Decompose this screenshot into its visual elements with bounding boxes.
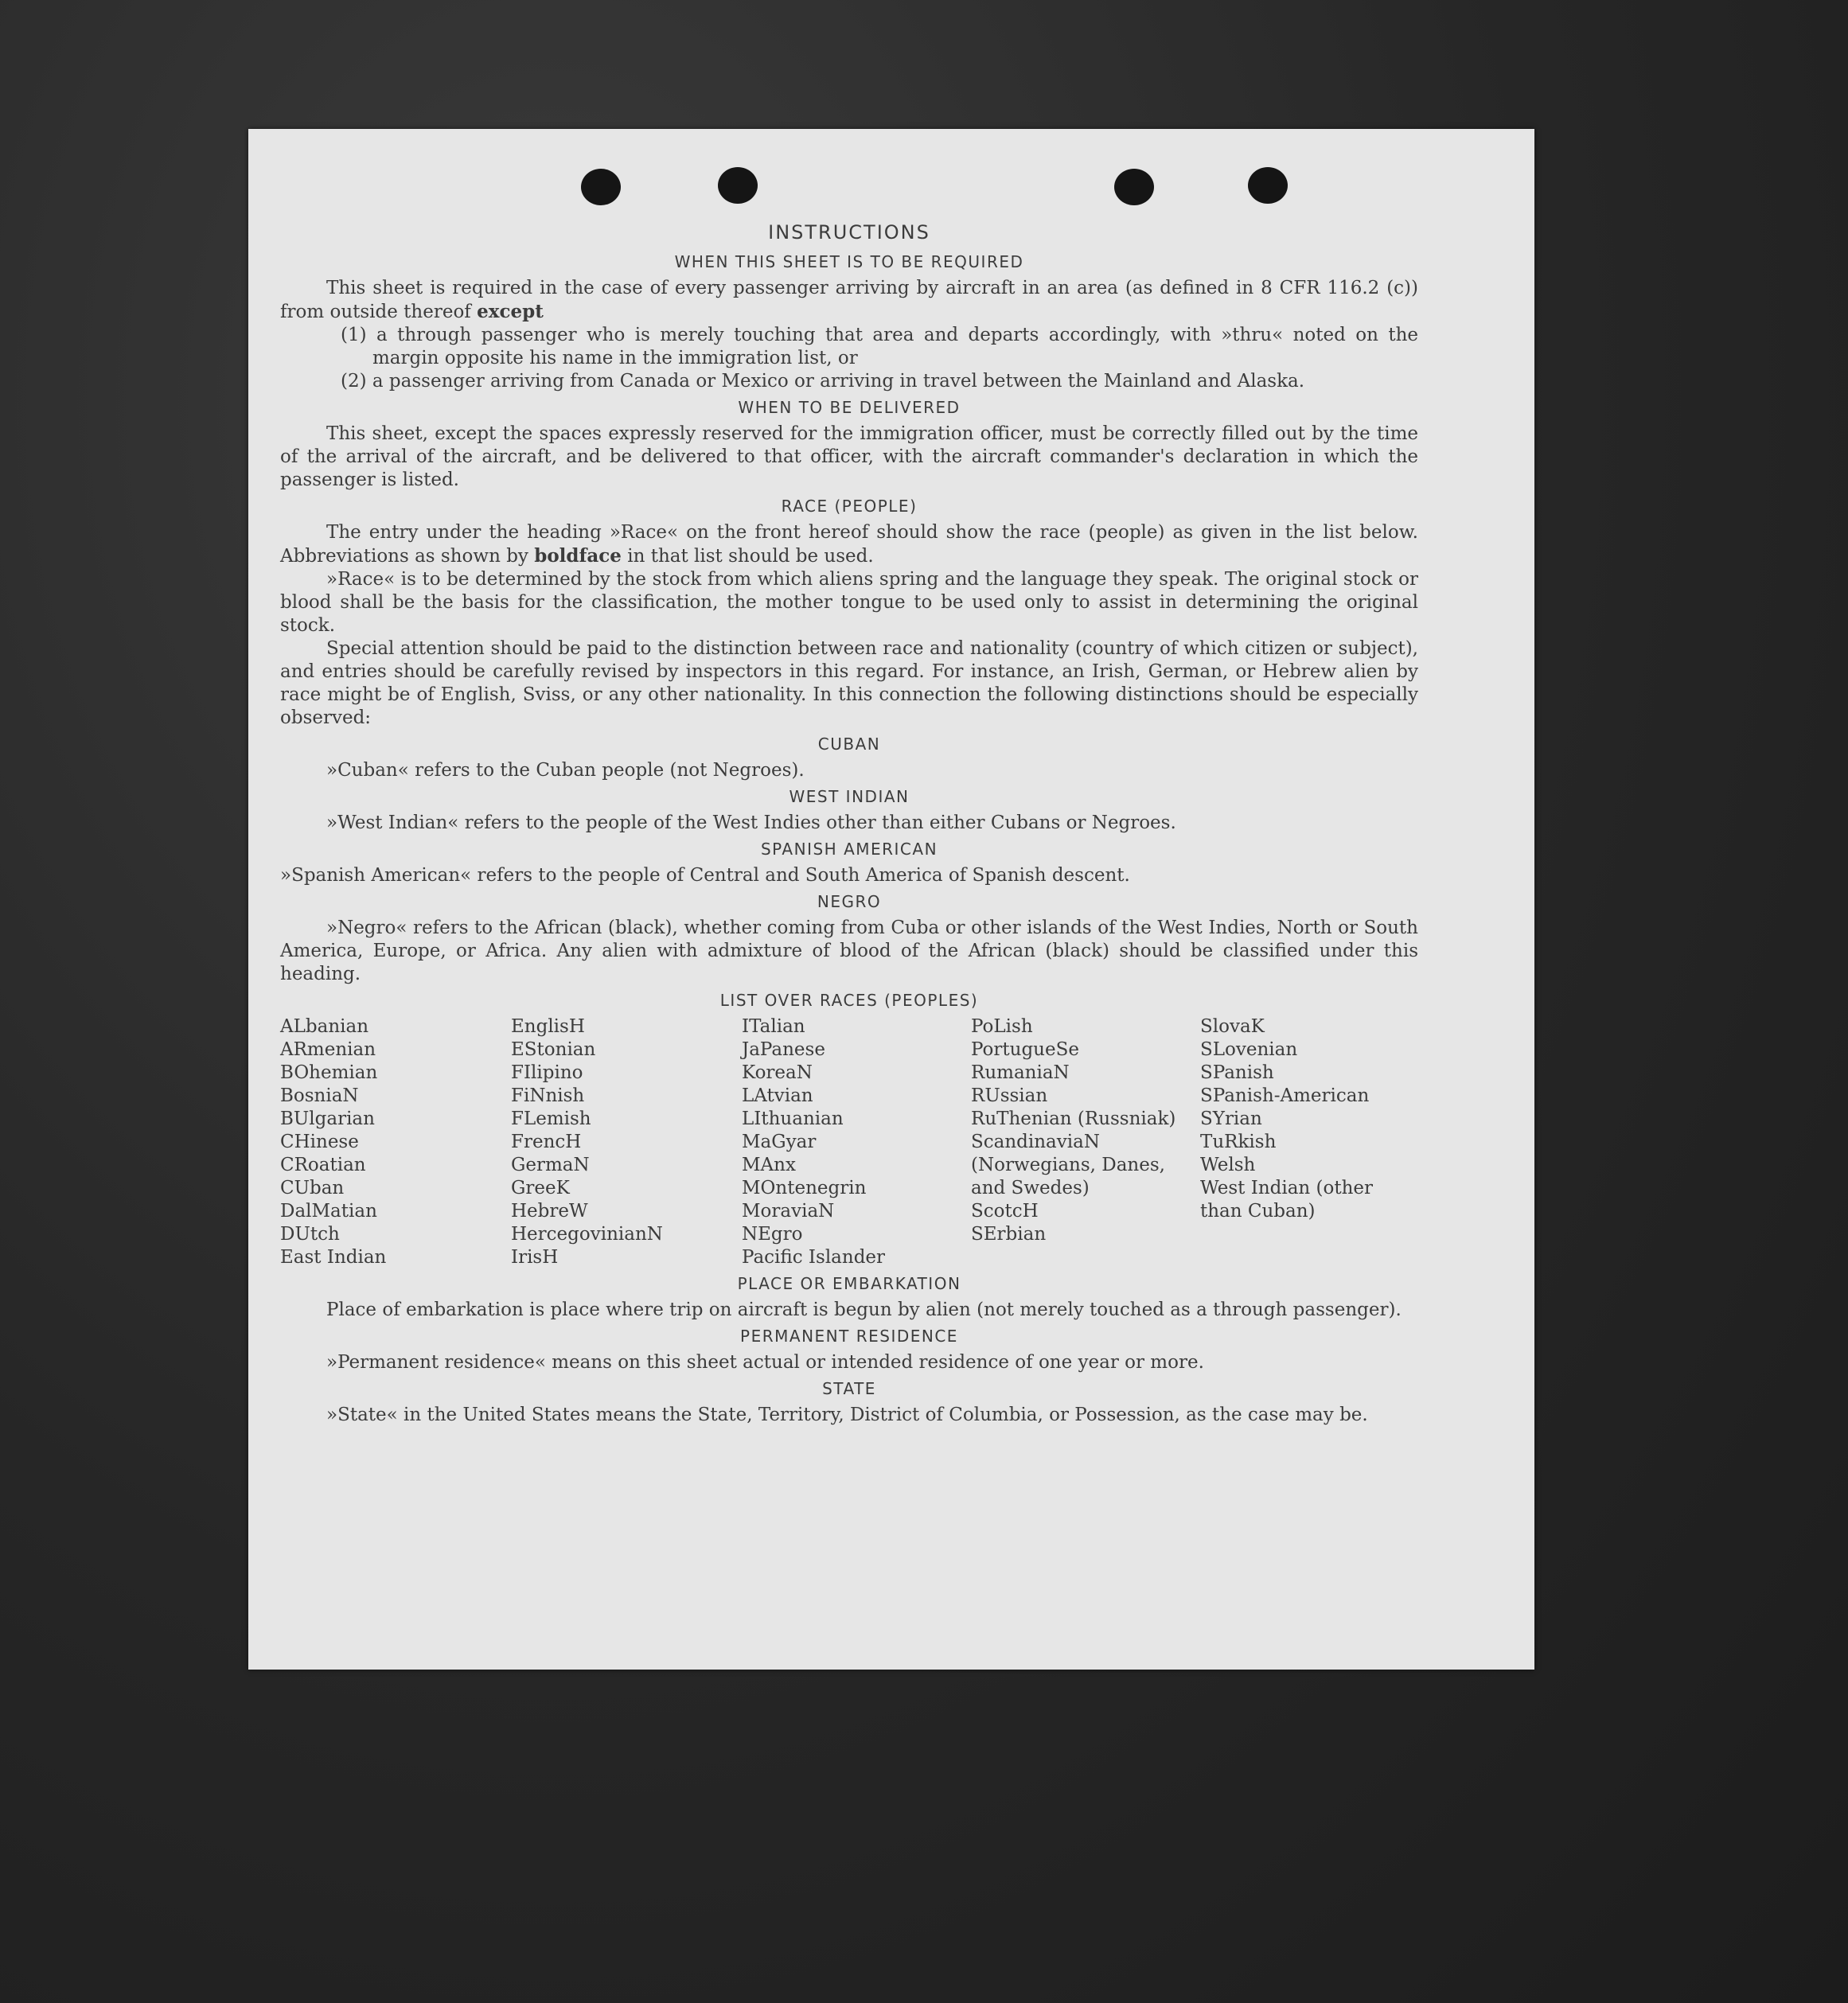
race-item: EnglisH [511,1016,585,1037]
race-item: HebreW [511,1201,588,1222]
race-item: DalMatian [280,1201,377,1222]
paragraph: »Spanish American« refers to the people of Central and South America of Spanish descent. [280,865,1130,886]
paragraph: »Negro« refers to the African (black), whether coming from Cuba or other islands of the West Indies, North or South America, Europe, or Africa. Any alien with admixture of blood of the African (black) should be classified under this heading. [280,918,1418,984]
race-item: HercegovinianN [511,1224,663,1245]
section-heading: PLACE OR EMBARKATION [737,1274,961,1293]
instruction-sheet [248,129,1534,1670]
race-item: CHinese [280,1132,359,1152]
race-item: FrencH [511,1132,582,1152]
race-item: BOhemian [280,1062,378,1083]
document-body [280,221,1418,1427]
paragraph: »West Indian« refers to the people of the West Indies other than either Cubans or Negroes. [326,813,1176,833]
race-item: MOntenegrin [742,1178,867,1198]
punch-hole [1248,167,1288,204]
race-item: GermaN [511,1155,590,1175]
paragraph: »State« in the United States means the State, Territory, District of Columbia, or Possession, as the case may be. [326,1405,1368,1425]
race-item: GreeK [511,1178,570,1198]
race-item: FIlipino [511,1062,583,1083]
race-item: SLovenian [1200,1039,1298,1060]
section-heading: SPANISH AMERICAN [760,840,938,859]
section-heading: CUBAN [817,735,881,754]
race-item: ALbanian [280,1016,369,1037]
race-item: MoraviaN [742,1201,835,1222]
section-heading: STATE [822,1379,876,1398]
race-item: SYrian [1200,1109,1262,1129]
paragraph: This sheet is required in the case of every passenger arriving by aircraft in an area (as defined in 8 CFR 116.2 (c)) from outside thereof except [280,278,1418,322]
race-item: CRoatian [280,1155,366,1175]
punch-hole [718,167,758,204]
race-item: ARmenian [280,1039,376,1060]
race-item: ScandinaviaN (Norwegians, Danes, and Swedes) [971,1132,1165,1198]
list-item: (1) a through passenger who is merely touching that area and departs accordingly, with »thru« noted on the margin opposite his name in the immigration list, or [341,325,1418,368]
punch-hole [581,169,621,205]
race-item: West Indian (other than Cuban) [1200,1178,1374,1222]
race-item: Pacific Islander [742,1247,886,1268]
race-item: LAtvian [742,1085,813,1106]
document-title: INSTRUCTIONS [768,221,930,244]
race-item: DUtch [280,1224,340,1245]
paragraph: »Race« is to be determined by the stock from which aliens spring and the language they speak. The original stock or blood shall be the basis for the classification, the mother tongue to be used only to assist in determining the original stock. [280,569,1418,636]
race-item: JaPanese [742,1039,825,1060]
races-column [1200,1015,1418,1269]
section-heading: RACE (PEOPLE) [781,497,918,516]
section-heading: WHEN THIS SHEET IS TO BE REQUIRED [674,252,1024,271]
race-item: FiNnish [511,1085,585,1106]
race-item: SlovaK [1200,1016,1265,1037]
race-item: PoLish [971,1016,1033,1037]
race-item: SPanish [1200,1062,1274,1083]
race-item: RumaniaN [971,1062,1070,1083]
race-item: IrisH [511,1247,559,1268]
races-column [511,1015,742,1269]
races-column [971,1015,1200,1269]
race-item: NEgro [742,1224,803,1245]
race-item: TuRkish [1200,1132,1277,1152]
section-heading: WHEN TO BE DELIVERED [738,398,961,417]
race-item: BUlgarian [280,1109,375,1129]
races-column [280,1015,511,1269]
race-item: LIthuanian [742,1109,844,1129]
race-item: CUban [280,1178,345,1198]
race-item: SErbian [971,1224,1047,1245]
races-list [280,1015,1418,1269]
race-item: MaGyar [742,1132,817,1152]
race-item: East Indian [280,1247,387,1268]
list-item: (2) a passenger arriving from Canada or Mexico or arriving in travel between the Mainland and Alaska. [341,371,1305,392]
race-item: SPanish-American [1200,1085,1370,1106]
paragraph: The entry under the heading »Race« on the front hereof should show the race (people) as given in the list below. Abbreviations as shown by boldface in that list should be used. [280,522,1418,567]
paragraph: »Permanent residence« means on this sheet actual or intended residence of one year or more. [326,1352,1204,1373]
race-item: PortugueSe [971,1039,1079,1060]
race-item: MAnx [742,1155,796,1175]
punch-hole [1114,169,1154,205]
paragraph: This sheet, except the spaces expressly reserved for the immigration officer, must be correctly filled out by the time of the arrival of the aircraft, and be delivered to that officer, with the aircraft commander's declaration in which the passenger is listed. [280,423,1418,490]
race-item: Welsh [1200,1155,1256,1175]
section-heading: LIST OVER RACES (PEOPLES) [719,991,979,1010]
paragraph: Place of embarkation is place where trip on aircraft is begun by alien (not merely touched as a through passenger). [326,1300,1402,1320]
paragraph: »Cuban« refers to the Cuban people (not Negroes). [326,760,805,781]
race-item: BosniaN [280,1085,359,1106]
section-heading: NEGRO [817,892,882,911]
race-item: RUssian [971,1085,1048,1106]
races-column [742,1015,971,1269]
race-item: ScotcH [971,1201,1039,1222]
race-item: FLemish [511,1109,591,1129]
race-item: ITalian [742,1016,805,1037]
race-item: KoreaN [742,1062,813,1083]
race-item: RuThenian (Russniak) [971,1109,1176,1129]
section-heading: PERMANENT RESIDENCE [740,1327,958,1346]
section-heading: WEST INDIAN [789,787,910,806]
paragraph: Special attention should be paid to the distinction between race and nationality (country of which citizen or subject), and entries should be carefully revised by inspectors in this regard. For instance, an Irish, German, or Hebrew alien by race might be of English, Sviss, or any other nationality. In this connection the following distinctions should be especially observed: [280,638,1418,728]
race-item: EStonian [511,1039,596,1060]
